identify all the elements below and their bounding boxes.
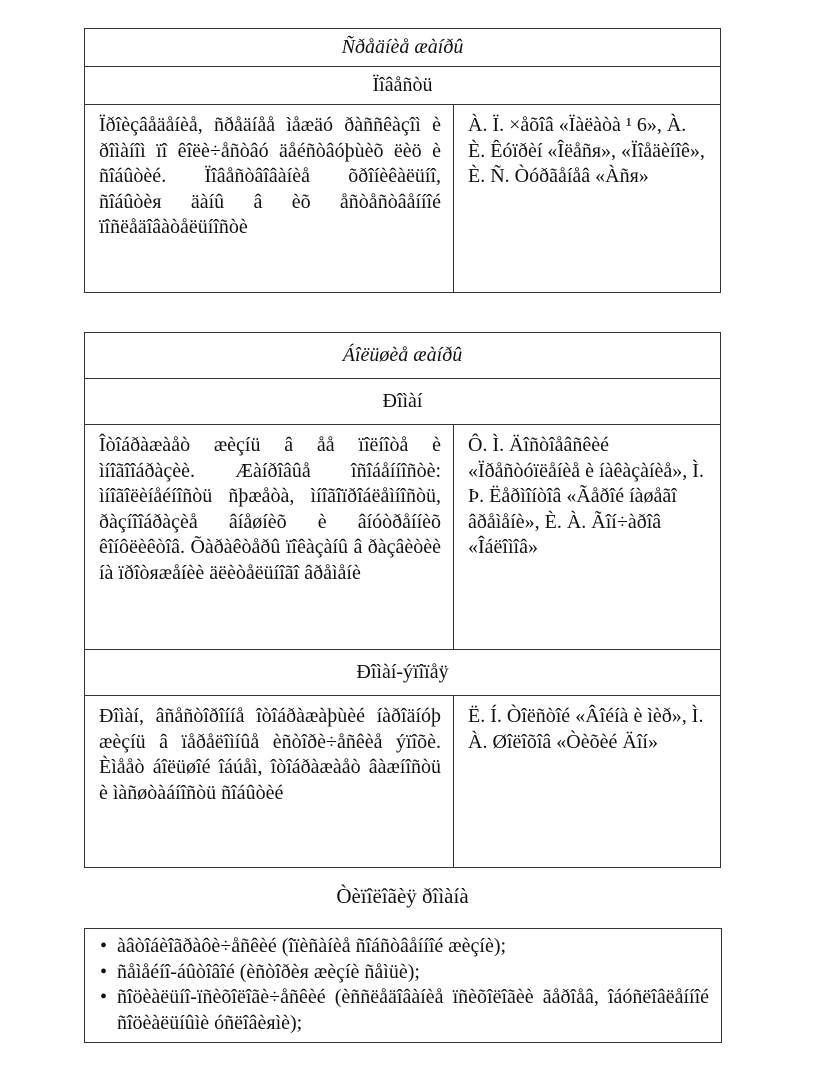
typology-box <box>84 928 722 1043</box>
medium-genres-table <box>84 28 721 293</box>
large-genres-table <box>84 332 721 868</box>
genre-examples: Ô. Ì. Äîñòîåâñêèé «Ïðåñòóïëåíèå è íàêàçàíèå», Ì. Þ. Ëåðìîíòîâ «Ãåðîé íàøåãî âðåìåíè», È. À. Ãîí÷àðîâ «Îáëîìîâ» <box>454 425 721 650</box>
genre-description: Ïðîèçâåäåíèå, ñðåäíåå ìåæäó ðàññêàçîì è ðîìàíîì ïî êîëè÷åñòâó äåéñòâóþùèõ ëèö è ñîáûòèé. Ïîâåñòâîâàíèå õðîíèêàëüíî, ñîáûòèя äàíû â èõ åñòåñòâåííîé ïîñëåäîâàòåëüíîñòè <box>85 105 454 293</box>
typology-list <box>97 934 709 1036</box>
genre-examples: Ë. Í. Òîëñòîé «Âîéíà è ìèð», Ì. À. Øîëîõîâ «Òèõèé Äîí» <box>454 696 721 868</box>
table-title: Áîëüøèå æàíðû <box>85 333 721 379</box>
genre-name: Ïîâåñòü <box>85 67 721 105</box>
genre-name: Ðîìàí-ýïîïåÿ <box>85 650 721 696</box>
list-item: • àâòîáèîãðàôè÷åñêèé (îïèñàíèå ñîáñòâåííîé æèçíè); <box>97 934 709 960</box>
list-item: • ñåìåéíî-áûòîâîé (èñòîðèя æèçíè ñåìüè); <box>97 960 709 986</box>
table-title: Ñðåäíèå æàíðû <box>85 29 721 67</box>
list-item: • ñîöèàëüíî-ïñèõîëîãè÷åñêèé (èññëåäîâàíèå ïñèõîëîãèè ãåðîåâ, îáóñëîâëåííîé ñîöèàëüíûìè óñëîâèяìè); <box>97 985 709 1036</box>
typology-heading: Òèïîëîãèÿ ðîìàíà <box>336 884 469 908</box>
genre-name: Ðîìàí <box>85 379 721 425</box>
genre-description: Ðîìàí, âñåñòîðîííå îòîáðàæàþùèé íàðîäíóþ æèçíü â ïåðåëîìíûå èñòîðè÷åñêèå ýïîõè. Èìååò áîëüøîé îáúåì, îòîáðàæàåò âàæíîñòü è ìàñøòàáíîñòü ñîáûòèé <box>85 696 454 868</box>
genre-examples: À. Ï. ×åõîâ «Ïàëàòà ¹ 6», À. È. Êóïðèí «Îëåñя», «Ïîåäèíîê», È. Ñ. Òóðãåíåâ «Àñя» <box>454 105 721 293</box>
genre-description: Îòîáðàæàåò æèçíü â åå ïîëíîòå è ìíîãîîáðàçèè. Æàíðîâûå îñîáåííîñòè: ìíîãîëèíåéíîñòü ñþæåòà, ìíîãîïðîáëåìíîñòü, ðàçíîîáðàçèå âíåøíèõ è âíóòðåííèõ êîíôëèêòîâ. Õàðàêòåðû ïîêàçàíû â ðàçâèòèè íà ïðîòяæåíèè äëèòåëüíîãî âðåìåíè <box>85 425 454 650</box>
